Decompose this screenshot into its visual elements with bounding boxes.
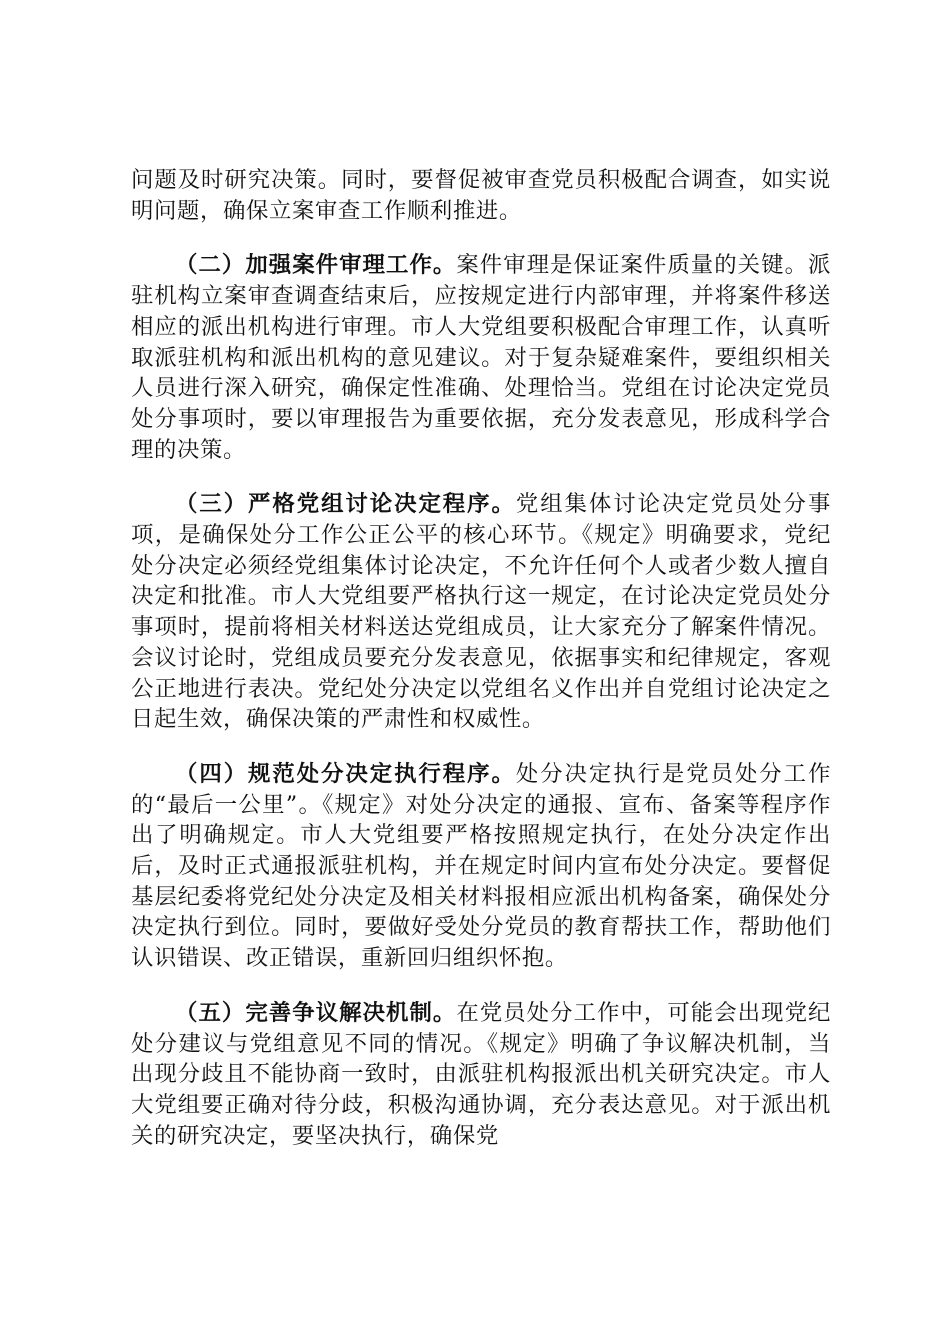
section-heading: （三）严格党组讨论决定程序。 (175, 491, 516, 518)
section-heading: （二）加强案件审理工作。 (175, 252, 457, 279)
paragraph-body: 案件审理是保证案件质量的关键。派驻机构立案审查调查结束后，应按规定进行内部审理，并将案件移送相应的派出机构进行审理。市人大党组要积极配合审理工作，认真听取派驻机构和派出机构的意见建议。对于复杂疑难案件，要组织相关人员进行深入研究，确保定性准确、处理恰当。党组在讨论决定党员处分事项时，要以审理报告为重要依据，充分发表意见，形成科学合理的决策。 (131, 252, 831, 463)
paragraph-section-2 (131, 250, 831, 465)
paragraph-body: 处分决定执行是党员处分工作的“最后一公里”。《规定》对处分决定的通报、宣布、备案等程序作出了明确规定。市人大党组要严格按照规定执行，在处分决定作出后，及时正式通报派驻机构，并在规定时间内宣布处分决定。要督促基层纪委将党纪处分决定及相关材料报相应派出机构备案，确保处分决定执行到位。同时，要做好受处分党员的教育帮扶工作，帮助他们认识错误、改正错误，重新回归组织怀抱。 (131, 760, 831, 972)
paragraph-section-5 (131, 998, 831, 1152)
paragraph-section-3 (131, 489, 831, 735)
document-page (131, 165, 831, 1175)
paragraph-body: 问题及时研究决策。同时，要督促被审查党员积极配合调查，如实说明问题，确保立案审查工作顺利推进。 (131, 167, 831, 224)
section-heading: （五）完善争议解决机制。 (175, 999, 457, 1026)
paragraph-body: 党组集体讨论决定党员处分事项，是确保处分工作公正公平的核心环节。《规定》明确要求，党纪处分决定必须经党组集体讨论决定，不允许任何个人或者少数人擅自决定和批准。市人大党组要严格执行这一规定，在讨论决定党员处分事项时，提前将相关材料送达党组成员，让大家充分了解案件情况。会议讨论时，党组成员要充分发表意见，依据事实和纪律规定，客观公正地进行表决。党纪处分决定以党组名义作出并自党组讨论决定之日起生效，确保决策的严肃性和权威性。 (131, 491, 831, 733)
paragraph-continuation (131, 165, 831, 226)
section-heading: （四）规范处分决定执行程序。 (175, 760, 516, 787)
paragraph-body: 在党员处分工作中，可能会出现党纪处分建议与党组意见不同的情况。《规定》明确了争议解决机制，当出现分歧且不能协商一致时，由派驻机构报派出机关研究决定。市人大党组要正确对待分歧，积极沟通协调，充分表达意见。对于派出机关的研究决定，要坚决执行，确保党 (131, 999, 831, 1149)
paragraph-section-4 (131, 759, 831, 974)
